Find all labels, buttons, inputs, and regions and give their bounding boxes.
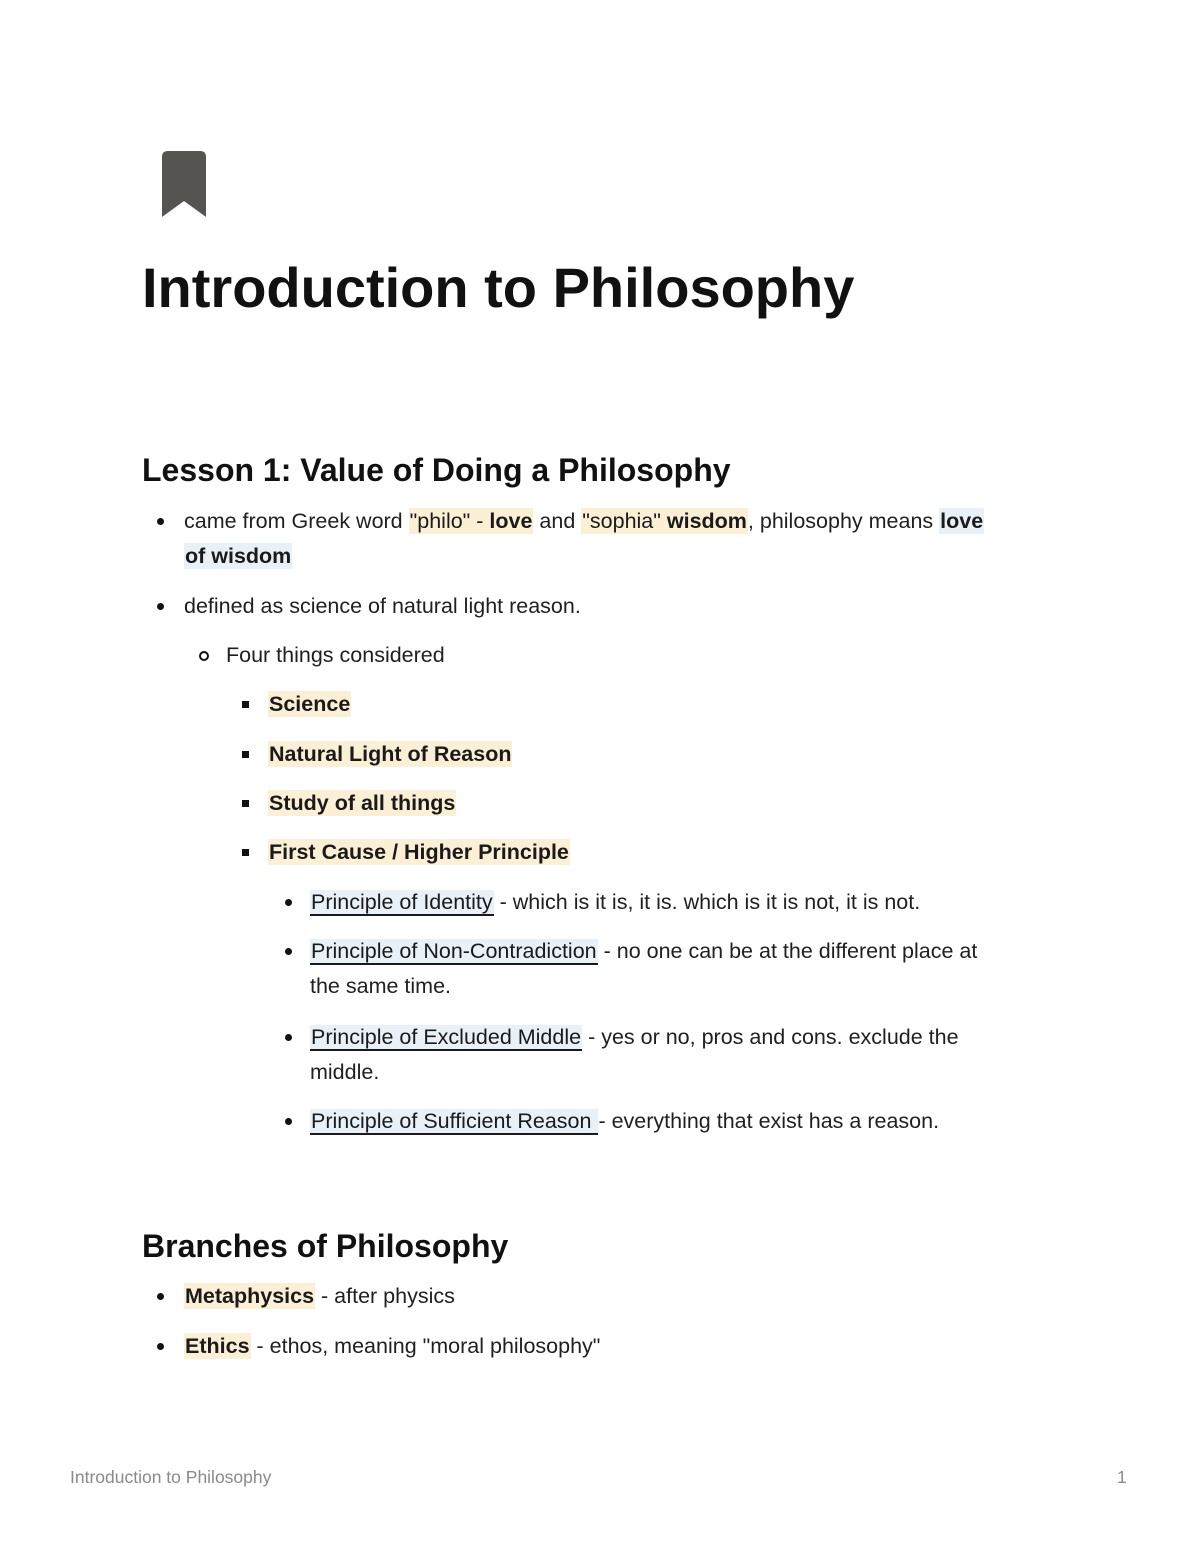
lesson-1-heading: Lesson 1: Value of Doing a Philosophy xyxy=(142,452,731,488)
bullet-marker xyxy=(157,603,164,610)
bullet-marker xyxy=(199,651,209,661)
bullet-marker xyxy=(242,751,249,758)
document-page: Introduction to Philosophy Lesson 1: Value of Doing a Philosophy came from Greek word "philo" - love and "sophia" wisdom, philosophy means love of wisdom defined as science of natural light reason. Four things considered Science Natural Light of Reason Study of all things First Cause / Higher Principle Principle of Identity - which is it is, it is. which is it is not, it is not. Principle of Non-Contradiction - no one can be at the different place at the same time. Principle of Excluded Middle - yes or no, pros and cons. exclude the middle. Principle of Sufficient Reason - everything that exist has a reason. Branches of Philosophy Metaphysics - after physics Ethics - ethos, meaning "moral philosophy" Introduction to Philosophy 1 xyxy=(0,0,1200,1553)
bullet-marker xyxy=(157,1343,164,1350)
document-title: Introduction to Philosophy xyxy=(142,256,855,319)
principle-link[interactable]: Principle of Sufficient Reason xyxy=(311,1109,598,1133)
bullet-marker xyxy=(242,800,249,807)
bullet-marker xyxy=(157,518,164,525)
bullet-marker xyxy=(157,1293,164,1300)
highlight-term: Science xyxy=(269,692,351,716)
highlight-of-wisdom: of wisdom xyxy=(185,544,292,568)
bullet-marker xyxy=(242,701,249,708)
bookmark-icon xyxy=(162,151,206,217)
footer-doc-name: Introduction to Philosophy xyxy=(70,1467,272,1487)
bullet-marker xyxy=(285,1118,292,1125)
principle-link[interactable]: Principle of Identity xyxy=(311,890,493,914)
principle-link[interactable]: Principle of Non-Contradiction xyxy=(311,939,597,963)
bullet-marker xyxy=(285,899,292,906)
highlight-term: Natural Light of Reason xyxy=(269,742,512,766)
footer-page-number: 1 xyxy=(1117,1467,1127,1487)
branches-heading: Branches of Philosophy xyxy=(142,1228,509,1264)
highlight-philo: "philo" - love xyxy=(409,509,533,533)
highlight-sophia: "sophia" wisdom xyxy=(582,509,747,533)
bullet-marker xyxy=(285,1034,292,1041)
highlight-term: Study of all things xyxy=(269,791,456,815)
highlight-love: love xyxy=(940,509,984,533)
bullet-marker xyxy=(285,948,292,955)
principle-link[interactable]: Principle of Excluded Middle xyxy=(311,1025,582,1049)
highlight-term: First Cause / Higher Principle xyxy=(269,840,569,864)
highlight-term: Metaphysics xyxy=(185,1284,315,1308)
highlight-term: Ethics xyxy=(185,1334,250,1358)
bullet-marker xyxy=(242,849,249,856)
